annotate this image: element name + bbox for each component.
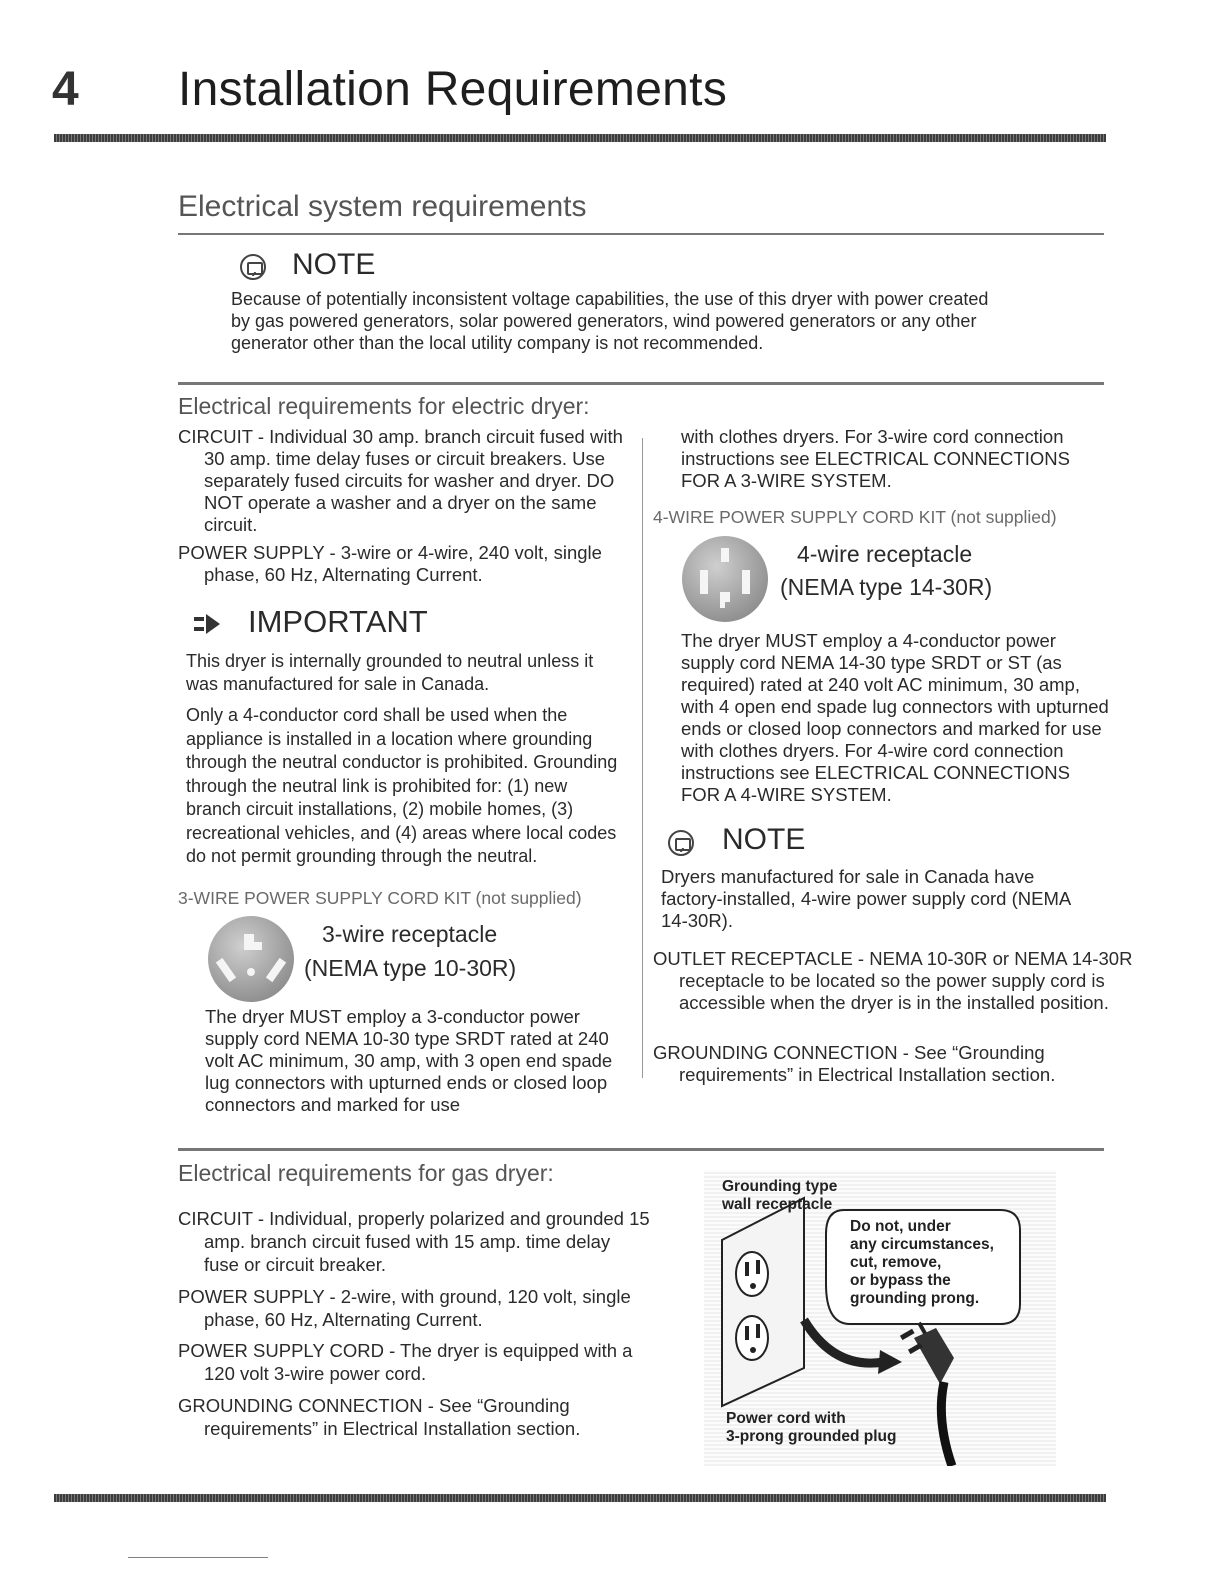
gas-power-cord: POWER SUPPLY CORD - The dryer is equipped with a 120 volt 3-wire power cord. [178,1340,633,1384]
grounding-illustration [704,1170,1056,1466]
gas-divider [178,1148,1104,1151]
four-wire-receptacle-type: (NEMA type 14-30R) [780,574,993,600]
kit3-description: The dryer MUST employ a 3-conductor power supply cord NEMA 10-30 type SRDT rated at 240 volt AC minimum, 30 amp, with 3 open end spade lug connectors with upturned ends or closed loop connectors and marked for use [205,1006,613,1115]
four-wire-receptacle-icon [680,534,770,624]
electric-grounding: GROUNDING CONNECTION - See “Grounding requirements” in Electrical Installation section. [653,1042,1056,1085]
electric-divider [178,382,1104,385]
note2-label: NOTE [722,823,806,856]
three-wire-receptacle-icon [206,914,296,1004]
page-title: Installation Requirements [178,63,728,116]
label-line: Grounding type [722,1178,838,1195]
power-cord-label [726,1410,896,1446]
warning-text [850,1218,994,1308]
note-line: by gas powered generators, solar powered generators, wind powered generators or any other [231,311,977,331]
note-icon [668,830,694,856]
chapter-number: 4 [52,63,79,116]
warning-line: or bypass the [850,1272,951,1289]
warning-line: cut, remove, [850,1254,942,1271]
kit3-label: 3-WIRE POWER SUPPLY CORD KIT (not supplied) [178,888,582,908]
footer-divider [54,1494,1106,1502]
gas-power-supply: POWER SUPPLY - 2-wire, with ground, 120 volt, single phase, 60 Hz, Alternating Current. [178,1286,631,1330]
note-icon [240,254,266,280]
important-para-1: This dryer is internally grounded to neutral unless it was manufactured for sale in Canada. [186,651,594,694]
gas-circuit: CIRCUIT - Individual, properly polarized and grounded 15 amp. branch circuit fused with 15 amp. time delay fuse or circuit breaker. [178,1208,650,1275]
four-wire-receptacle-name: 4-wire receptacle [797,541,973,567]
label-line: wall receptacle [722,1196,833,1213]
electric-power-supply: POWER SUPPLY - 3-wire or 4-wire, 240 volt, single phase, 60 Hz, Alternating Current. [178,542,602,585]
section-title: Electrical system requirements [178,190,587,223]
electric-circuit: CIRCUIT - Individual 30 amp. branch circuit fused with 30 amp. time delay fuses or circuit breakers. Use separately fused circuits for washer and dryer. DO NOT operate a washer and a dryer on the same circuit. [178,426,623,535]
important-para-2: Only a 4-conductor cord shall be used when the appliance is installed in a location where grounding through the neutral conductor is prohibited. Grounding through the neutral link is prohibited for: (1) new branch circuit installations, (2) mobile homes, (3) recreational vehicles, and (4) areas where local codes do not permit grounding through the neutral. [186,705,618,866]
warning-line: any circumstances, [850,1236,994,1253]
note-line: Because of potentially inconsistent voltage capabilities, the use of this dryer with power created [231,289,989,309]
section-divider [178,233,1104,235]
warning-line: grounding prong. [850,1290,980,1307]
kit4-description: The dryer MUST employ a 4-conductor power supply cord NEMA 14-30 type SRDT or ST (as required) rated at 240 volt AC minimum, 30 amp, with 4 open end spade lug connectors with upturned ends or closed loop connectors and marked for use with clothes dryers. For 4-wire cord connection instructions see ELECTRICAL CONNECTIONS FOR A 4-WIRE SYSTEM. [681,630,1109,805]
three-wire-receptacle-type: (NEMA type 10-30R) [304,955,517,981]
gas-heading: Electrical requirements for gas dryer: [178,1160,554,1186]
wall-receptacle-label [722,1178,837,1214]
kit3-description-continued: with clothes dryers. For 3-wire cord connection instructions see ELECTRICAL CONNECTIONS FOR A 3-WIRE SYSTEM. [681,426,1070,491]
important-icon [194,612,222,636]
column-divider [642,438,643,1078]
gas-grounding: GROUNDING CONNECTION - See “Grounding requirements” in Electrical Installation section. [178,1395,581,1439]
label-line: 3-prong grounded plug [726,1428,897,1445]
outlet-receptacle: OUTLET RECEPTACLE - NEMA 10-30R or NEMA 14-30R receptacle to be located so the power supply cord is accessible when the dryer is in the installed position. [653,948,1133,1013]
note2-text: Dryers manufactured for sale in Canada have factory-installed, 4-wire power supply cord (NEMA 14-30R). [661,866,1071,931]
note-text [231,288,1111,354]
important-label: IMPORTANT [248,604,428,639]
electric-heading: Electrical requirements for electric dryer: [178,393,590,419]
note-label: NOTE [292,248,376,281]
footer-underline [128,1557,268,1558]
warning-line: Do not, under [850,1218,951,1235]
note-line: generator other than the local utility company is not recommended. [231,333,764,353]
header-divider [54,134,1106,142]
kit4-label: 4-WIRE POWER SUPPLY CORD KIT (not supplied) [653,507,1057,527]
label-line: Power cord with [726,1410,846,1427]
three-wire-receptacle-name: 3-wire receptacle [322,921,498,947]
